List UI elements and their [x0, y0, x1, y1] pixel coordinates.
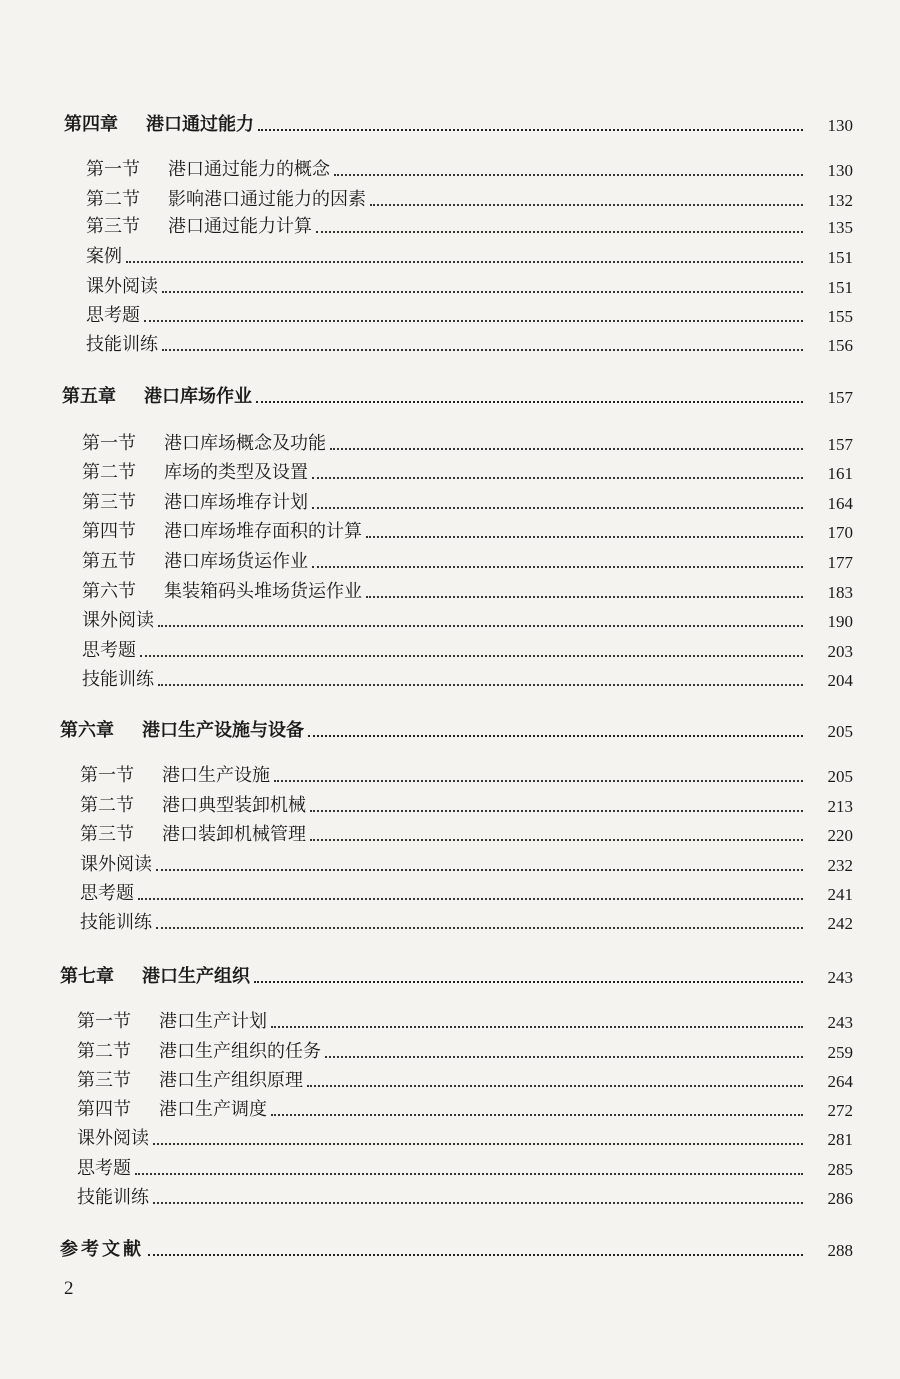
section-number: 第二节: [86, 189, 140, 210]
item-title: 技能训练: [86, 334, 158, 355]
page-ref: 205: [827, 722, 853, 741]
toc-section-row: [82, 486, 853, 514]
toc-section-row: [86, 153, 853, 181]
leader-dots: [140, 655, 803, 657]
section-title: 港口库场货运作业: [164, 551, 308, 572]
toc-item-row: [82, 663, 853, 691]
item-title: 技能训练: [82, 669, 154, 690]
section-title: 港口生产计划: [159, 1011, 267, 1032]
page-ref: 130: [827, 116, 853, 135]
section-title: 港口装卸机械管理: [162, 824, 306, 845]
section-title: 港口通过能力的概念: [168, 159, 330, 180]
toc-item-row: [77, 1152, 853, 1180]
section-number: 第一节: [80, 765, 134, 786]
toc-section-row: [82, 515, 853, 543]
page-ref: 190: [827, 612, 853, 631]
leader-dots: [144, 320, 803, 322]
page-ref: 157: [827, 435, 853, 454]
toc-section-row: [82, 545, 853, 573]
page-ref: 243: [827, 968, 853, 987]
page-ref: 135: [827, 218, 853, 237]
toc-item-row: [80, 906, 853, 934]
page-ref: 220: [827, 826, 853, 845]
section-number: 第二节: [80, 795, 134, 816]
page-ref: 183: [827, 583, 853, 602]
toc-section-row: [86, 183, 853, 211]
item-title: 技能训练: [77, 1187, 149, 1208]
leader-dots: [158, 625, 803, 627]
page-ref: 232: [827, 856, 853, 875]
leader-dots: [334, 174, 803, 176]
leader-dots: [258, 129, 803, 131]
section-number: 第二节: [77, 1041, 131, 1062]
page-ref: 242: [827, 914, 853, 933]
toc-section-row: [82, 575, 853, 603]
toc-chapter-row: [64, 108, 853, 136]
section-title: 影响港口通过能力的因素: [168, 189, 366, 210]
chapter-title: 港口通过能力: [146, 114, 254, 135]
page-ref: 259: [827, 1043, 853, 1062]
toc-item-row: [86, 299, 853, 327]
toc-section-row: [82, 427, 853, 455]
section-number: 第六节: [82, 581, 136, 602]
section-number: 第三节: [77, 1070, 131, 1091]
section-number: 第一节: [77, 1011, 131, 1032]
section-title: 港口通过能力计算: [168, 216, 312, 237]
leader-dots: [307, 1085, 803, 1087]
section-number: 第三节: [86, 216, 140, 237]
toc-item-row: [82, 634, 853, 662]
page-ref: 204: [827, 671, 853, 690]
section-title: 库场的类型及设置: [164, 462, 308, 483]
section-title: 港口生产调度: [159, 1099, 267, 1120]
page-ref: 157: [827, 388, 853, 407]
leader-dots: [366, 596, 803, 598]
page-ref: 272: [827, 1101, 853, 1120]
leader-dots: [156, 869, 803, 871]
leader-dots: [153, 1202, 803, 1204]
leader-dots: [274, 780, 803, 782]
toc-section-row: [77, 1035, 853, 1063]
page-ref: 155: [827, 307, 853, 326]
leader-dots: [310, 839, 803, 841]
item-title: 技能训练: [80, 912, 152, 933]
leader-dots: [316, 231, 803, 233]
chapter-number: 第六章: [60, 720, 114, 741]
toc-item-row: [86, 328, 853, 356]
page-ref: 203: [827, 642, 853, 661]
item-title: 课外阅读: [77, 1128, 149, 1149]
item-title: 课外阅读: [82, 610, 154, 631]
section-number: 第四节: [82, 521, 136, 542]
leader-dots: [312, 566, 803, 568]
toc-section-row: [86, 210, 853, 238]
page-ref: 151: [827, 248, 853, 267]
toc-item-row: [86, 270, 853, 298]
toc-item-row: [77, 1122, 853, 1150]
toc-chapter-row: [60, 714, 853, 742]
item-title: 课外阅读: [80, 854, 152, 875]
toc-section-row: [77, 1005, 853, 1033]
leader-dots: [126, 261, 803, 263]
toc-chapter-row: [62, 380, 853, 408]
section-title: 港口生产设施: [162, 765, 270, 786]
leader-dots: [271, 1114, 803, 1116]
leader-dots: [256, 401, 803, 403]
page-number: 2: [64, 1278, 74, 1299]
page-ref: 161: [827, 464, 853, 483]
section-title: 港口生产组织原理: [159, 1070, 303, 1091]
toc-section-row: [80, 789, 853, 817]
section-title: 集装箱码头堆场货运作业: [164, 581, 362, 602]
page-ref: 151: [827, 278, 853, 297]
page-ref: 177: [827, 553, 853, 572]
leader-dots: [308, 735, 803, 737]
leader-dots: [325, 1056, 803, 1058]
page-ref: 285: [827, 1160, 853, 1179]
chapter-number: 第四章: [64, 114, 118, 135]
leader-dots: [158, 684, 803, 686]
toc-item-row: [80, 848, 853, 876]
section-title: 港口库场堆存面积的计算: [164, 521, 362, 542]
toc-section-row: [80, 759, 853, 787]
section-number: 第一节: [82, 433, 136, 454]
page-ref: 130: [827, 161, 853, 180]
section-number: 第三节: [82, 492, 136, 513]
item-title: 思考题: [82, 640, 136, 661]
leader-dots: [312, 507, 803, 509]
leader-dots: [162, 291, 803, 293]
toc-section-row: [80, 818, 853, 846]
chapter-number: 第七章: [60, 966, 114, 987]
page-ref: 170: [827, 523, 853, 542]
item-title: 思考题: [80, 883, 134, 904]
page-ref: 264: [827, 1072, 853, 1091]
leader-dots: [330, 448, 803, 450]
leader-dots: [153, 1143, 803, 1145]
leader-dots: [148, 1254, 803, 1256]
leader-dots: [312, 477, 803, 479]
leader-dots: [271, 1026, 803, 1028]
page-ref: 205: [827, 767, 853, 786]
section-title: 港口库场堆存计划: [164, 492, 308, 513]
chapter-title: 港口库场作业: [144, 386, 252, 407]
chapter-title: 港口生产设施与设备: [142, 720, 304, 741]
section-number: 第二节: [82, 462, 136, 483]
leader-dots: [254, 981, 803, 983]
leader-dots: [366, 536, 803, 538]
toc-section-row: [77, 1064, 853, 1092]
section-number: 第五节: [82, 551, 136, 572]
toc-chapter-row: [60, 960, 853, 988]
toc-item-row: [80, 877, 853, 905]
page-ref: 213: [827, 797, 853, 816]
toc-section-row: [82, 456, 853, 484]
toc-item-row: [86, 240, 853, 268]
item-title: 思考题: [86, 305, 140, 326]
leader-dots: [156, 927, 803, 929]
section-title: 港口库场概念及功能: [164, 433, 326, 454]
toc-item-row: [77, 1181, 853, 1209]
toc-chapter-row: [60, 1233, 853, 1261]
toc-section-row: [77, 1093, 853, 1121]
page-ref: 132: [827, 191, 853, 210]
chapter-number: 第五章: [62, 386, 116, 407]
leader-dots: [162, 349, 803, 351]
page-ref: 288: [827, 1241, 853, 1260]
item-title: 案例: [86, 246, 122, 267]
item-title: 课外阅读: [86, 276, 158, 297]
page-ref: 241: [827, 885, 853, 904]
page-ref: 286: [827, 1189, 853, 1208]
section-number: 第三节: [80, 824, 134, 845]
chapter-title: 港口生产组织: [142, 966, 250, 987]
page-ref: 281: [827, 1130, 853, 1149]
page-ref: 243: [827, 1013, 853, 1032]
section-number: 第四节: [77, 1099, 131, 1120]
item-title: 思考题: [77, 1158, 131, 1179]
section-title: 港口生产组织的任务: [159, 1041, 321, 1062]
toc-item-row: [82, 604, 853, 632]
section-number: 第一节: [86, 159, 140, 180]
page-ref: 164: [827, 494, 853, 513]
leader-dots: [135, 1173, 803, 1175]
page-ref: 156: [827, 336, 853, 355]
section-title: 港口典型装卸机械: [162, 795, 306, 816]
leader-dots: [310, 810, 803, 812]
chapter-title: 参考文献: [60, 1239, 144, 1260]
leader-dots: [138, 898, 803, 900]
leader-dots: [370, 204, 803, 206]
